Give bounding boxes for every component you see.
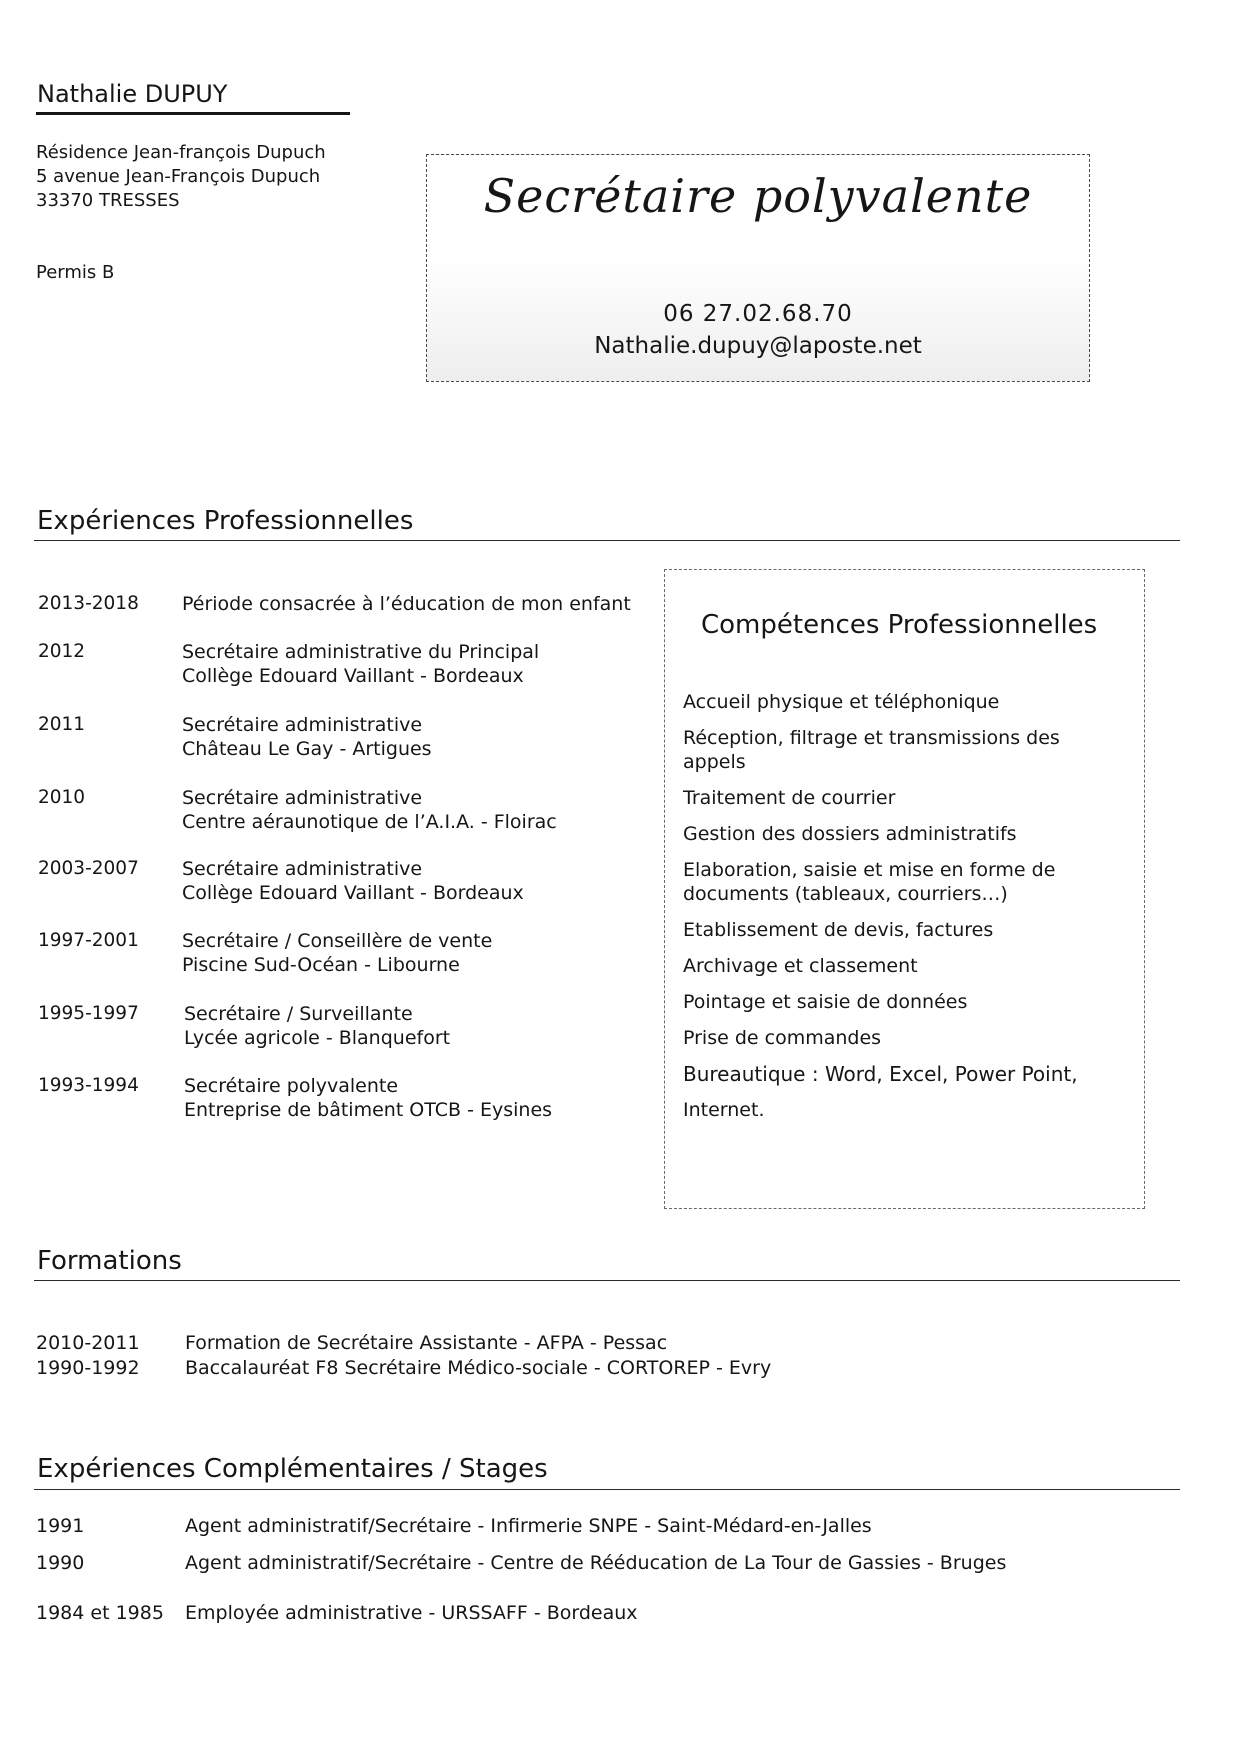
skill-item: Archivage et classement [683, 955, 918, 977]
experience-role: Période consacrée à l’éducation de mon enfant [182, 593, 631, 615]
experience-place: Collège Edouard Vaillant - Bordeaux [182, 665, 524, 687]
experience-place: Centre aéraunotique de l’A.I.A. - Floirac [182, 811, 557, 833]
education-heading: Formations [37, 1246, 182, 1276]
internship-text: Agent administratif/Secrétaire - Centre de Rééducation de La Tour de Gassies - Bruges [185, 1552, 1007, 1574]
name-underline [36, 112, 350, 115]
internship-years: 1984 et 1985 [36, 1602, 164, 1624]
experience-role: Secrétaire administrative [182, 858, 423, 880]
skill-item: Prise de commandes [683, 1027, 882, 1049]
experience-role: Secrétaire / Surveillante [184, 1003, 413, 1025]
internship-item [36, 1602, 638, 1624]
skills-list [683, 690, 1123, 1134]
education-item [36, 1357, 771, 1379]
experience-role: Secrétaire administrative [182, 787, 423, 809]
experience-years: 2003-2007 [38, 858, 139, 879]
skill-item: Elaboration, saisie et mise en forme de documents (tableaux, courriers…) [683, 859, 1056, 905]
skill-item: Accueil physique et téléphonique [683, 691, 1000, 713]
candidate-name: Nathalie DUPUY [37, 80, 228, 108]
skill-item: Bureautique : Word, Excel, Power Point, [683, 1062, 1078, 1086]
internship-text: Employée administrative - URSSAFF - Bordeaux [185, 1602, 638, 1624]
experience-years: 2013-2018 [38, 593, 139, 614]
internship-years: 1991 [36, 1515, 85, 1537]
skills-box [664, 569, 1145, 1209]
experience-years: 1993-1994 [38, 1075, 139, 1096]
skill-item: Traitement de courrier [683, 787, 896, 809]
internships-rule [34, 1489, 1180, 1490]
job-title: Secrétaire polyvalente [483, 169, 1033, 223]
experience-role: Secrétaire / Conseillère de vente [182, 930, 493, 952]
skill-item: Réception, filtrage et transmissions des appels [683, 727, 1060, 773]
experience-role: Secrétaire polyvalente [184, 1075, 399, 1097]
education-years: 2010-2011 [36, 1332, 140, 1354]
job-title-box [426, 154, 1090, 382]
internships-heading: Expériences Complémentaires / Stages [37, 1454, 548, 1484]
address-line: 5 avenue Jean-François Dupuch [36, 166, 321, 187]
experience-years: 1995-1997 [38, 1003, 139, 1024]
education-item [36, 1332, 667, 1354]
experience-place: Collège Edouard Vaillant - Bordeaux [182, 882, 524, 904]
internship-item [36, 1552, 1006, 1574]
internship-item [36, 1515, 872, 1537]
phone-number: 06 27.02.68.70 [663, 301, 853, 327]
skill-item: Gestion des dossiers administratifs [683, 823, 1017, 845]
experience-heading: Expériences Professionnelles [37, 506, 414, 536]
experience-years: 2012 [38, 641, 86, 662]
skill-item: Pointage et saisie de données [683, 991, 968, 1013]
experience-role: Secrétaire administrative du Principal [182, 641, 540, 663]
experience-place: Entreprise de bâtiment OTCB - Eysines [184, 1099, 553, 1121]
experience-years: 2010 [38, 787, 86, 808]
experience-rule [34, 540, 1180, 541]
skill-item: Etablissement de devis, factures [683, 919, 994, 941]
experience-years: 2011 [38, 714, 86, 735]
address-line: Résidence Jean-françois Dupuch [36, 142, 326, 163]
education-text: Baccalauréat F8 Secrétaire Médico-sociale - CORTOREP - Evry [185, 1357, 772, 1379]
experience-place: Château Le Gay - Artigues [182, 738, 432, 760]
skills-heading: Compétences Professionnelles [701, 610, 1098, 640]
driving-license: Permis B [36, 262, 115, 283]
experience-role: Secrétaire administrative [182, 714, 423, 736]
experience-place: Piscine Sud-Océan - Libourne [182, 954, 460, 976]
experience-place: Lycée agricole - Blanquefort [184, 1027, 451, 1049]
education-rule [34, 1280, 1180, 1281]
internship-text: Agent administratif/Secrétaire - Infirmerie SNPE - Saint-Médard-en-Jalles [185, 1515, 872, 1537]
experience-years: 1997-2001 [38, 930, 139, 951]
internship-years: 1990 [36, 1552, 85, 1574]
education-text: Formation de Secrétaire Assistante - AFPA - Pessac [185, 1332, 668, 1354]
skill-item: Internet. [683, 1099, 765, 1121]
address-line: 33370 TRESSES [36, 190, 180, 211]
address-block [36, 141, 326, 213]
education-years: 1990-1992 [36, 1357, 140, 1379]
email-address: Nathalie.dupuy@laposte.net [594, 333, 922, 359]
